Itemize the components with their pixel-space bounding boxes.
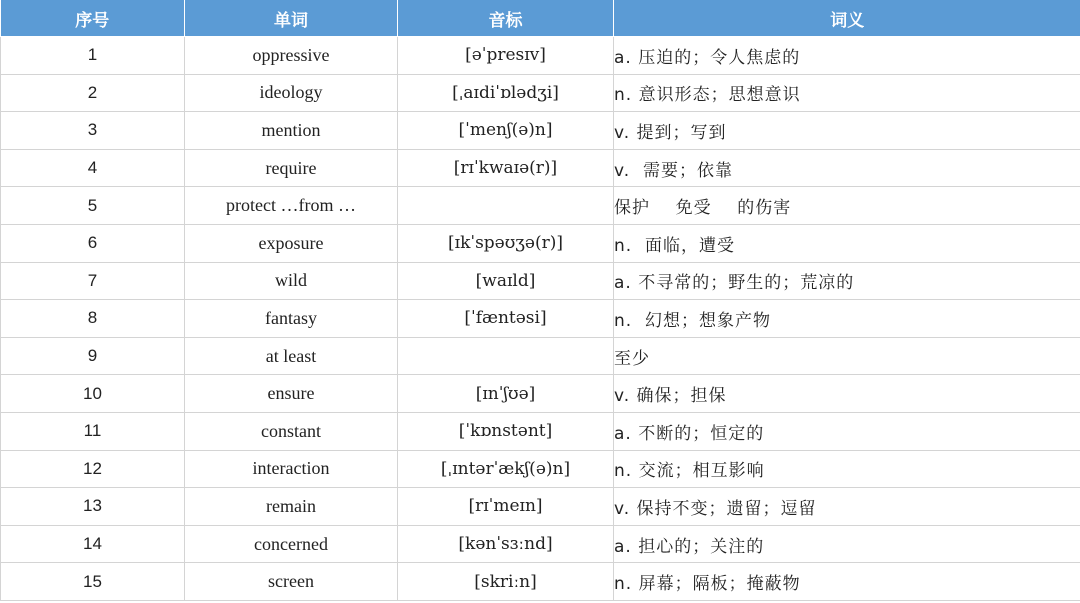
cell-word: require — [185, 149, 398, 187]
table-row — [1, 412, 1080, 450]
cell-word: at least — [185, 337, 398, 375]
table-row — [1, 337, 1080, 375]
cell-meaning: n. 面临，遭受 — [614, 224, 1080, 262]
cell-word: protect …from … — [185, 187, 398, 225]
cell-index: 6 — [1, 224, 185, 262]
cell-phonetic: [ˈmenʃ(ə)n] — [398, 112, 614, 150]
cell-index: 10 — [1, 375, 185, 413]
table-row — [1, 375, 1080, 413]
cell-word: ensure — [185, 375, 398, 413]
cell-index: 5 — [1, 187, 185, 225]
cell-word: interaction — [185, 450, 398, 488]
cell-index: 9 — [1, 337, 185, 375]
cell-index: 8 — [1, 300, 185, 338]
cell-meaning: a. 担心的；关注的 — [614, 525, 1080, 563]
cell-word: wild — [185, 262, 398, 300]
cell-phonetic: [ˌaɪdiˈɒlədʒi] — [398, 74, 614, 112]
cell-index: 2 — [1, 74, 185, 112]
cell-meaning: v. 确保；担保 — [614, 375, 1080, 413]
table-row — [1, 187, 1080, 225]
cell-phonetic: [waɪld] — [398, 262, 614, 300]
cell-index: 13 — [1, 488, 185, 526]
cell-word: mention — [185, 112, 398, 150]
cell-phonetic: [ˈfæntəsi] — [398, 300, 614, 338]
table-row — [1, 149, 1080, 187]
cell-meaning: v. 提到；写到 — [614, 112, 1080, 150]
cell-word: ideology — [185, 74, 398, 112]
cell-phonetic: [ɪkˈspəʊʒə(r)] — [398, 224, 614, 262]
cell-index: 1 — [1, 37, 185, 75]
cell-index: 11 — [1, 412, 185, 450]
table-row — [1, 450, 1080, 488]
table-row — [1, 224, 1080, 262]
cell-phonetic — [398, 337, 614, 375]
cell-index: 7 — [1, 262, 185, 300]
cell-index: 4 — [1, 149, 185, 187]
cell-meaning: a. 不断的；恒定的 — [614, 412, 1080, 450]
table-row — [1, 525, 1080, 563]
cell-meaning: n. 意识形态；思想意识 — [614, 74, 1080, 112]
cell-meaning: n. 幻想；想象产物 — [614, 300, 1080, 338]
table-body — [1, 37, 1080, 601]
cell-phonetic: [ˌɪntərˈækʃ(ə)n] — [398, 450, 614, 488]
cell-word: remain — [185, 488, 398, 526]
table-header — [1, 0, 1080, 37]
cell-phonetic: [ɪnˈʃʊə] — [398, 375, 614, 413]
header-meaning: 词义 — [614, 0, 1080, 37]
table-row — [1, 300, 1080, 338]
cell-phonetic: [skriːn] — [398, 563, 614, 601]
table-row — [1, 112, 1080, 150]
cell-index: 15 — [1, 563, 185, 601]
cell-phonetic: [ˈkɒnstənt] — [398, 412, 614, 450]
table-row — [1, 74, 1080, 112]
cell-phonetic — [398, 187, 614, 225]
cell-word: concerned — [185, 525, 398, 563]
cell-phonetic: [əˈpresɪv] — [398, 37, 614, 75]
table-row — [1, 488, 1080, 526]
cell-word: oppressive — [185, 37, 398, 75]
cell-meaning: v. 保持不变；遗留；逗留 — [614, 488, 1080, 526]
cell-phonetic: [kənˈsɜːnd] — [398, 525, 614, 563]
header-phonetic: 音标 — [398, 0, 614, 37]
header-row — [1, 0, 1080, 37]
cell-index: 14 — [1, 525, 185, 563]
cell-meaning: a. 不寻常的；野生的；荒凉的 — [614, 262, 1080, 300]
cell-meaning: n. 屏幕；隔板；掩蔽物 — [614, 563, 1080, 601]
header-index: 序号 — [1, 0, 185, 37]
cell-phonetic: [rɪˈkwaɪə(r)] — [398, 149, 614, 187]
header-word: 单词 — [185, 0, 398, 37]
cell-phonetic: [rɪˈmeɪn] — [398, 488, 614, 526]
cell-index: 12 — [1, 450, 185, 488]
cell-meaning: a. 压迫的；令人焦虑的 — [614, 37, 1080, 75]
table-row — [1, 262, 1080, 300]
cell-word: fantasy — [185, 300, 398, 338]
cell-meaning: v. 需要；依靠 — [614, 149, 1080, 187]
cell-word: screen — [185, 563, 398, 601]
cell-meaning: 至少 — [614, 337, 1080, 375]
cell-meaning: n. 交流；相互影响 — [614, 450, 1080, 488]
cell-word: exposure — [185, 224, 398, 262]
cell-word: constant — [185, 412, 398, 450]
table-row — [1, 563, 1080, 601]
table-row — [1, 37, 1080, 75]
cell-meaning: 保护 免受 的伤害 — [614, 187, 1080, 225]
cell-index: 3 — [1, 112, 185, 150]
